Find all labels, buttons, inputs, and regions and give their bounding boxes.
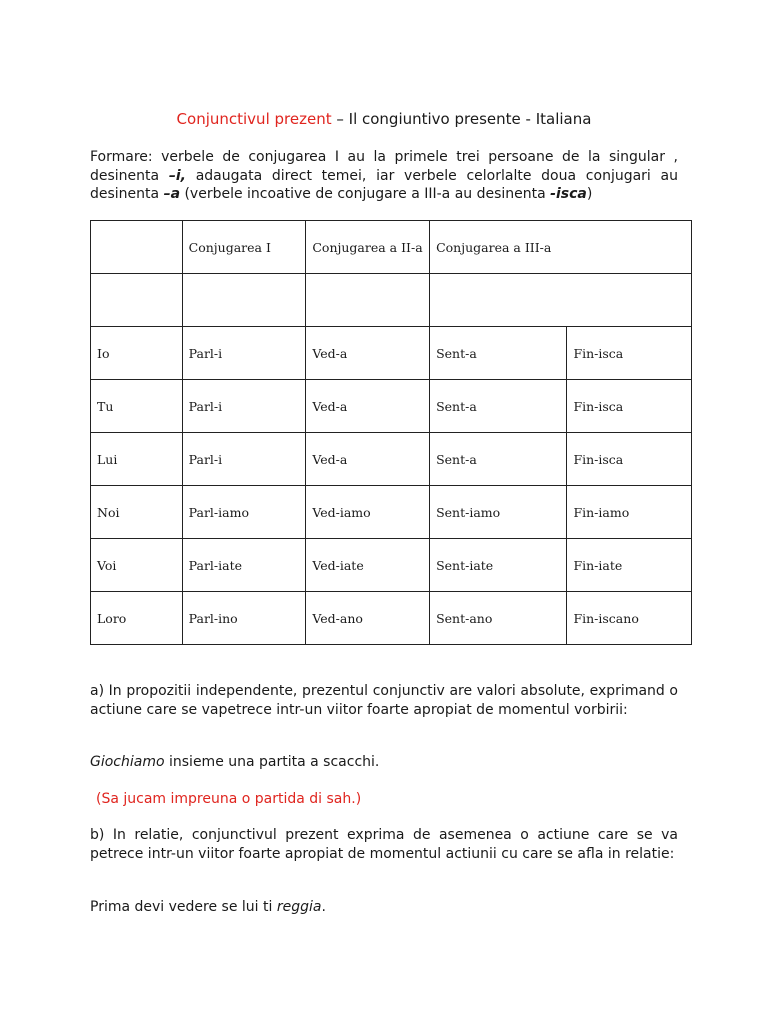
table-cell: Parl-i	[182, 380, 306, 433]
table-row	[91, 327, 692, 380]
conjugation-table	[90, 220, 692, 645]
section-b-paragraph: b) In relatie, conjunctivul prezent exprima de asemenea o actiune care se va petrece intr-un viitor foarte apropiat de momentul actiunii cu care se afla in relatie:	[90, 827, 678, 862]
formation-text-2: adaugata direct temei, iar verbele celorlalte doua conjugari au desinenta	[90, 167, 679, 202]
pronoun-cell: Loro	[91, 592, 183, 645]
table-row	[91, 380, 692, 433]
header-cell: Conjugarea a II-a	[306, 221, 430, 274]
header-cell: Conjugarea a III-a	[430, 221, 692, 274]
formation-text-3: (verbele incoative de conjugare a III-a au desinenta	[180, 186, 551, 202]
ending-a: –a	[163, 186, 181, 202]
empty-cell	[306, 274, 430, 327]
table-cell: Sent-a	[430, 433, 567, 486]
pronoun-cell: Io	[91, 327, 183, 380]
table-cell: Parl-i	[182, 327, 306, 380]
table-row	[91, 486, 692, 539]
example-1-italic: Giochiamo	[90, 754, 165, 770]
empty-cell	[182, 274, 306, 327]
table-cell: Parl-iamo	[182, 486, 306, 539]
table-cell: Fin-isca	[567, 327, 692, 380]
table-cell: Ved-a	[306, 327, 430, 380]
table-cell: Ved-iate	[306, 539, 430, 592]
formation-text-1: Formare: verbele de conjugarea I au la primele trei persoane de la singular , desinenta	[90, 149, 678, 184]
section-a-paragraph: a) In propozitii independente, prezentul conjunctiv are valori absolute, exprimand o actiune care se vapetrece intr-un viitor foarte apropiat de momentul vorbirii:	[90, 683, 678, 718]
table-empty-row	[91, 274, 692, 327]
example-2-text: Prima devi vedere se lui ti	[90, 899, 277, 915]
table-cell: Sent-a	[430, 380, 567, 433]
table-cell: Ved-a	[306, 380, 430, 433]
example-1-translation: (Sa jucam impreuna o partida di sah.)	[96, 791, 362, 807]
table-row	[91, 539, 692, 592]
example-1-rest: insieme una partita a scacchi.	[164, 754, 380, 770]
pronoun-cell: Voi	[91, 539, 183, 592]
header-cell: Conjugarea I	[182, 221, 306, 274]
table-cell: Sent-a	[430, 327, 567, 380]
table-cell: Ved-ano	[306, 592, 430, 645]
page-title	[0, 110, 768, 128]
table-cell: Parl-ino	[182, 592, 306, 645]
table-row	[91, 433, 692, 486]
table-cell: Ved-a	[306, 433, 430, 486]
example-sentence-2	[90, 898, 678, 917]
pronoun-cell: Noi	[91, 486, 183, 539]
example-sentence-1	[90, 753, 678, 772]
table-cell: Fin-isca	[567, 433, 692, 486]
table-cell: Parl-iate	[182, 539, 306, 592]
formation-text-4: )	[586, 186, 593, 202]
header-cell	[91, 221, 183, 274]
ending-i: –i,	[168, 167, 186, 184]
pronoun-cell: Lui	[91, 433, 183, 486]
empty-cell	[430, 274, 692, 327]
table-cell: Sent-ano	[430, 592, 567, 645]
example-2-italic: reggia	[276, 899, 322, 915]
table-header-row	[91, 221, 692, 274]
title-romanian: Conjunctivul prezent	[176, 110, 332, 128]
table-cell: Sent-iamo	[430, 486, 567, 539]
table-cell: Fin-iscano	[567, 592, 692, 645]
table-cell: Fin-iamo	[567, 486, 692, 539]
table-cell: Ved-iamo	[306, 486, 430, 539]
table-cell: Sent-iate	[430, 539, 567, 592]
table-cell: Fin-isca	[567, 380, 692, 433]
title-italian: Il congiuntivo presente - Italiana	[348, 110, 592, 128]
table-row	[91, 592, 692, 645]
ending-isca: -isca	[550, 186, 587, 202]
pronoun-cell: Tu	[91, 380, 183, 433]
table-cell: Parl-i	[182, 433, 306, 486]
title-dash: –	[331, 110, 349, 128]
formation-paragraph	[90, 148, 678, 204]
empty-cell	[91, 274, 183, 327]
example-2-end: .	[321, 899, 326, 915]
table-cell: Fin-iate	[567, 539, 692, 592]
